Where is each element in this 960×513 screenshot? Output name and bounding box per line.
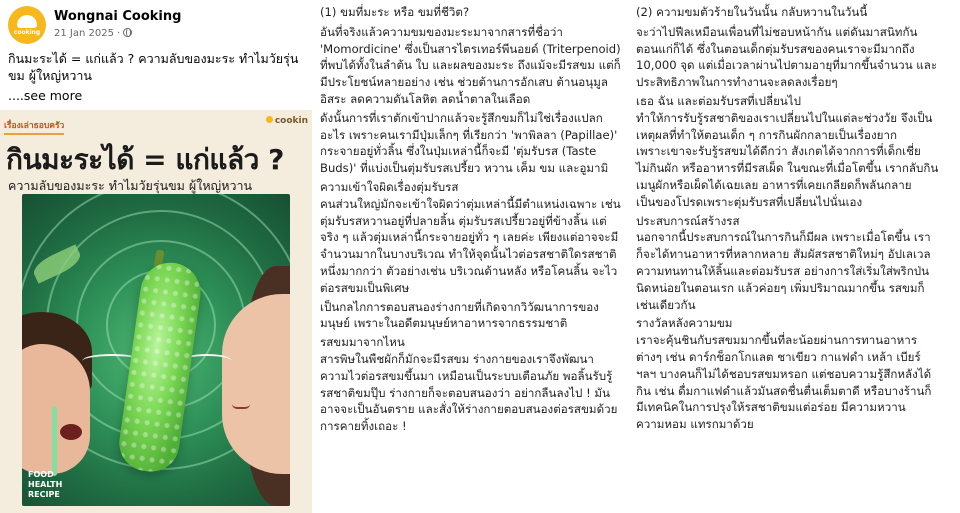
paragraph: ประสบการณ์สร้างรส นอกจากนี้ประสบการณ์ในการกินก็มีผล เพราะเมื่อโตขึ้น เรา ก็จะได้ทานอาหารที่หลากหลาย สัมผัสรสชาติใหม่ๆ อัปเลเวล ความทนทานให้ลิ้นและต่อมรับรส อย่างการใส่เริ่มใส่พริกป่น นิดหน่อยในตอนเรก แล้วค่อยๆ เพิ่มปริมาณมากขึ้น รสขมก็ เช่นเดียวกัน — [636, 213, 931, 312]
post-meta — [54, 28, 132, 39]
woman-face — [222, 294, 290, 474]
brand-logo-icon — [266, 116, 273, 123]
page-avatar[interactable] — [8, 6, 46, 44]
section-heading: (1) ขมที่มะระ หรือ ขมที่ชีวิต? — [320, 5, 470, 19]
image-brand-logo — [266, 116, 308, 126]
paragraph: อันที่จริงแล้วความขมของมะระมาจากสารที่ชื่อว่า 'Momordicine' ซึ่งเป็นสารไตรเทอร์พีนอยด์ (Triterpenoid) ที่พบได้ทั้งในลำต้น ใบ และผลของมะระ ถึงแม้จะมีรสขม แต่ก็ มีประโยชน์หลายอย่าง เช่น ช่วยต้านการอักเสบ ต้านอนุมูล อิสระ ลดความดันโลหิต ลดน้ำตาลในเลือด — [320, 24, 621, 106]
image-brand-text: cookin — [274, 116, 308, 126]
label-line: FOOD — [28, 470, 54, 479]
paragraph: รสขมมาจากไหน สารพิษในพืชผักก็มักจะมีรสขม ร่างกายของเราจึงพัฒนา ความไวต่อรสขมขึ้นมา เหมือนเป็นระบบเตือนภัย พอลิ้นรับรู้ รสชาติขมปุ๊บ ร่างกายก็จะตอบสนองว่า อย่ากลืนลงไป ! มัน อาจจะเป็นอันตราย และสั่งให้ร่างกายตอบสนองต่อรสขมด้วย การคายทิ้งเถอะ ! — [320, 335, 618, 434]
image-subtitle: ความลับของมะระ ทำไมวัยรุ่นขม ผู้ใหญ่หวาน — [8, 178, 253, 193]
paragraph: จะว่าไปฟีลเหมือนเพื่อนที่ไม่ชอบหน้ากัน แต่ดันมาสนิทกัน ตอนแก่ก็ได้ ซึ่งในตอนเด็กตุ่มรับรสของคนเราจะมีมากถึง 10,000 จุด แต่เมื่อเวลาผ่านไปตามอายุที่มากขึ้นจำนวน และ ประสิทธิภาพในการทำงานจะลดลงเรื่อยๆ — [636, 24, 938, 90]
post-card — [0, 0, 312, 513]
food-health-recipe-label — [28, 470, 62, 500]
label-line: HEALTH — [28, 480, 63, 489]
section-heading: (2) ความขมตัวร้ายในวันนั้น กลับหวานในวันนี้ — [636, 5, 868, 19]
image-title: กินมะระได้ = แก่แล้ว ? — [6, 143, 284, 176]
post-image[interactable] — [0, 110, 312, 513]
woman-smile — [232, 404, 250, 409]
label-line: RECIPE — [28, 490, 60, 499]
meta-separator: · — [116, 28, 121, 39]
paragraph: เธอ ฉัน และต่อมรับรสที่เปลี่ยนไป ทำให้การรับรู้รสชาติของเราเปลี่ยนไปในแต่ละช่วงวัย จึงเป็น เหตุผลที่ทำให้ตอนเด็ก ๆ การกินผักกลายเป็นเรื่องยาก เพราะเขาจะรับรู้รสขมได้ดีกว่า สังเกตได้จากการที่เด็กเชี่ย ไม่กินผัก หรืออาหารที่มีรสเผ็ด ในขณะที่เมื่อโตขึ้น เรากลับกิน เมนูผักหรือเผ็ดได้เฉยเลย อาหารที่เคยเกลียดก็พลันกลาย เป็นของโปรดเพราะตุ่มรับรสที่เปลี่ยนไปนั่นเอง — [636, 93, 939, 209]
right-text-column — [636, 4, 954, 433]
page-name-link[interactable]: Wongnai Cooking — [54, 9, 182, 24]
post-date[interactable]: 21 Jan 2025 — [54, 28, 114, 39]
image-category-tag: เรื่องเล่าธอบครัว — [4, 118, 64, 135]
bitter-gourd-illustration — [22, 194, 290, 506]
globe-icon[interactable] — [123, 28, 132, 37]
paragraph: ดังนั้นการที่เราตักเข้าปากแล้วจะรู้สึกขมก็ไม่ใช่เรื่องแปลก อะไร เพราะคนเรามีปุ่มเล็กๆ ที่เรียกว่า 'พาพิลลา (Papillae)' กระจายอยู่ทั่วลิ้น ซึ่งในปุ่มเหล่านี้ก็จะมี 'ตุ่มรับรส (Taste Buds)' ที่แบ่งเป็นตุ่มรับรสเปรี้ยว หวาน เค็ม ขม และอูมามิ — [320, 110, 618, 176]
see-more-link[interactable]: ....see more — [8, 88, 83, 103]
chef-hat-icon — [17, 15, 37, 28]
child-mouth — [60, 424, 82, 440]
middle-text-column — [320, 4, 627, 435]
paragraph: ความเข้าใจผิดเรื่องตุ่มรับรส คนส่วนใหญ่มักจะเข้าใจผิดว่าตุ่มเหล่านี้มีตำแหน่งเฉพาะ เช่น ตุ่มรับรสหวานอยู่ที่ปลายลิ้น ตุ่มรับรสเปรี้ยวอยู่ที่ข้างลิ้น แต่ จริง ๆ แล้วตุ่มเหล่านี้กระจายอยู่ทั่ว ๆ เลยค่ะ เพียงแต่อาจจะมี จำนวนมากในบางบริเวณ ทำให้จุดนั้นไวต่อรสชาติใดรสชาติ หนึ่งมากกว่า ตัวอย่างเช่น บริเวณด้านหลัง หรือโคนลิ้น จะไว ต่อรสขมเป็นพิเศษ — [320, 179, 621, 295]
post-header — [8, 6, 308, 44]
tear-stream — [52, 406, 57, 476]
paragraph: รางวัลหลังความขม เราจะคุ้นชินกับรสขมมากขึ้นที่ละน้อยผ่านการทานอาหาร ต่างๆ เช่น ดาร์กช็อกโกแลต ชาเขียว กาแฟดำ เหล้า เบียร์ ฯลฯ บางคนก็ไม่ได้ชอบรสขมหรอก แต่ชอบความรู้สึกหลังได้ กิน เช่น ดื่มกาแฟดำแล้วมันสดชื่นตื่นเต็มตาดี หรือบางร้านก็ มีเทคนิคในการปรุงให้รสชาติขมแต่อร่อย มีความหวาน ความหอม แทรกมาด้วย — [636, 316, 932, 432]
paragraph: เป็นกลไกการตอบสนองร่างกายที่เกิดจากวิวัฒนาการของ มนุษย์ เพราะในอดีตมนุษย์หาอาหารจากธรรมชาติ — [320, 299, 599, 331]
post-caption: กินมะระได้ = แก่แล้ว ? ความลับของมะระ ทำไมวัยรุ่นขม ผู้ใหญ่หวาน — [8, 51, 299, 83]
avatar-label: cooking — [13, 29, 41, 36]
